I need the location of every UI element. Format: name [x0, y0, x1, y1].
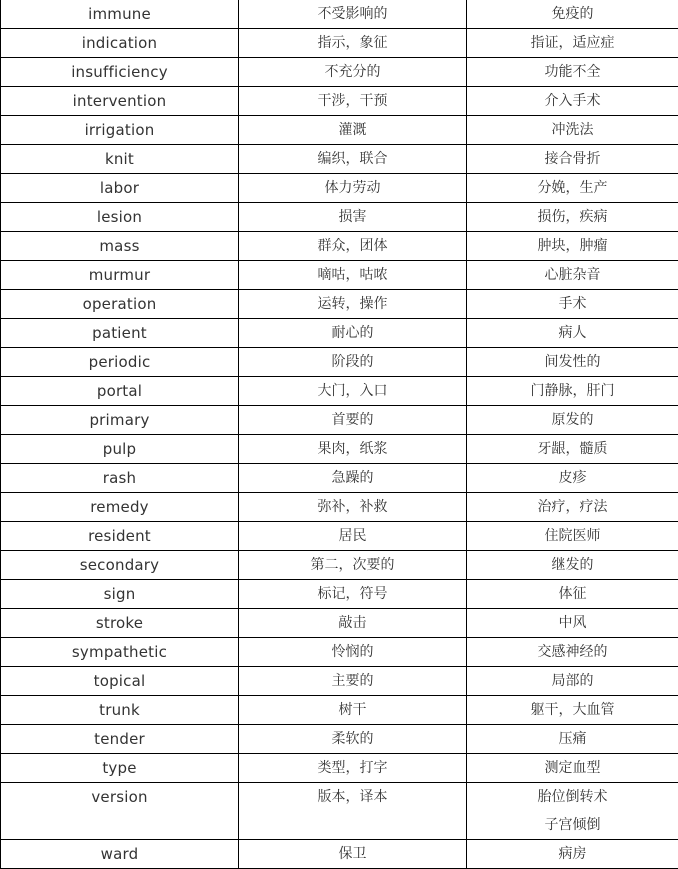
medical-meaning-cell [467, 783, 678, 840]
medical-meaning-cell [467, 493, 678, 522]
medical-meaning-text: 肿块，肿瘤 [467, 232, 678, 260]
english-term-cell: irrigation [1, 116, 239, 145]
medical-meaning-text: 躯干，大血管 [467, 696, 678, 724]
medical-meaning-text: 冲洗法 [467, 116, 678, 144]
medical-meaning-text: 分娩，生产 [467, 174, 678, 202]
table-row [1, 638, 678, 667]
table-row [1, 551, 678, 580]
general-meaning-cell: 指示，象征 [239, 29, 467, 58]
english-term-cell: mass [1, 232, 239, 261]
medical-meaning-cell [467, 29, 678, 58]
medical-meaning-cell [467, 290, 678, 319]
general-meaning-cell: 柔软的 [239, 725, 467, 754]
english-term-cell: patient [1, 319, 239, 348]
medical-meaning-cell [467, 116, 678, 145]
medical-meaning-cell [467, 87, 678, 116]
english-term-cell: version [1, 783, 239, 840]
general-meaning-cell: 标记，符号 [239, 580, 467, 609]
table-row [1, 203, 678, 232]
vocabulary-table-body [1, 0, 678, 869]
medical-meaning-text: 心脏杂音 [467, 261, 678, 289]
table-row [1, 377, 678, 406]
english-term-cell: sympathetic [1, 638, 239, 667]
medical-meaning-text: 介入手术 [467, 87, 678, 115]
general-meaning-cell: 不充分的 [239, 58, 467, 87]
general-meaning-cell: 果肉，纸浆 [239, 435, 467, 464]
english-term-cell: immune [1, 0, 239, 29]
table-row [1, 667, 678, 696]
table-row [1, 58, 678, 87]
medical-meaning-text: 病房 [467, 840, 678, 868]
english-term-cell: periodic [1, 348, 239, 377]
medical-meaning-text: 接合骨折 [467, 145, 678, 173]
english-term-cell: type [1, 754, 239, 783]
general-meaning-cell: 怜悯的 [239, 638, 467, 667]
medical-meaning-text: 指证，适应症 [467, 29, 678, 57]
table-row [1, 840, 678, 869]
medical-meaning-text: 继发的 [467, 551, 678, 579]
table-row [1, 783, 678, 840]
medical-meaning-text: 压痛 [467, 725, 678, 753]
general-meaning-cell: 首要的 [239, 406, 467, 435]
medical-meaning-cell [467, 261, 678, 290]
table-row [1, 522, 678, 551]
english-term-cell: topical [1, 667, 239, 696]
medical-meaning-text: 病人 [467, 319, 678, 347]
medical-meaning-text: 治疗，疗法 [467, 493, 678, 521]
general-meaning-cell: 体力劳动 [239, 174, 467, 203]
medical-meaning-cell [467, 319, 678, 348]
table-row [1, 493, 678, 522]
medical-meaning-text: 体征 [467, 580, 678, 608]
general-meaning-cell: 损害 [239, 203, 467, 232]
table-row [1, 348, 678, 377]
english-term-cell: ward [1, 840, 239, 869]
medical-meaning-text: 牙龈，髓质 [467, 435, 678, 463]
general-meaning-cell: 类型，打字 [239, 754, 467, 783]
general-meaning-cell: 弥补，补救 [239, 493, 467, 522]
english-term-cell: primary [1, 406, 239, 435]
table-row [1, 87, 678, 116]
table-row [1, 116, 678, 145]
medical-meaning-text: 中风 [467, 609, 678, 637]
medical-meaning-cell [467, 464, 678, 493]
medical-meaning-cell [467, 522, 678, 551]
medical-meaning-text: 皮疹 [467, 464, 678, 492]
general-meaning-cell: 嘀咕，咕哝 [239, 261, 467, 290]
medical-meaning-cell [467, 696, 678, 725]
general-meaning-cell: 不受影响的 [239, 0, 467, 29]
medical-meaning-cell [467, 145, 678, 174]
medical-meaning-text: 原发的 [467, 406, 678, 434]
medical-meaning-text: 住院医师 [467, 522, 678, 550]
general-meaning-cell: 耐心的 [239, 319, 467, 348]
medical-meaning-cell [467, 203, 678, 232]
general-meaning-cell: 运转，操作 [239, 290, 467, 319]
medical-meaning-text: 免疫的 [467, 0, 678, 28]
table-row [1, 0, 678, 29]
medical-meaning-text: 胎位倒转术 [467, 783, 678, 811]
general-meaning-cell: 树干 [239, 696, 467, 725]
medical-meaning-text: 手术 [467, 290, 678, 318]
english-term-cell: insufficiency [1, 58, 239, 87]
table-row [1, 261, 678, 290]
general-meaning-cell: 大门，入口 [239, 377, 467, 406]
table-row [1, 435, 678, 464]
english-term-cell: murmur [1, 261, 239, 290]
medical-meaning-text: 交感神经的 [467, 638, 678, 666]
medical-meaning-cell [467, 377, 678, 406]
table-row [1, 754, 678, 783]
general-meaning-cell: 第二，次要的 [239, 551, 467, 580]
medical-meaning-text: 功能不全 [467, 58, 678, 86]
general-meaning-cell: 灌溉 [239, 116, 467, 145]
general-meaning-cell: 急躁的 [239, 464, 467, 493]
english-term-cell: indication [1, 29, 239, 58]
table-row [1, 406, 678, 435]
table-row [1, 580, 678, 609]
medical-meaning-text: 子宫倾倒 [467, 811, 678, 839]
english-term-cell: lesion [1, 203, 239, 232]
medical-meaning-cell [467, 174, 678, 203]
table-row [1, 232, 678, 261]
medical-meaning-cell [467, 725, 678, 754]
english-term-cell: rash [1, 464, 239, 493]
general-meaning-cell: 主要的 [239, 667, 467, 696]
general-meaning-cell: 敲击 [239, 609, 467, 638]
general-meaning-cell: 居民 [239, 522, 467, 551]
table-row [1, 464, 678, 493]
table-row [1, 609, 678, 638]
medical-meaning-cell [467, 551, 678, 580]
general-meaning-cell: 编织，联合 [239, 145, 467, 174]
medical-meaning-cell [467, 58, 678, 87]
medical-meaning-cell [467, 406, 678, 435]
english-term-cell: remedy [1, 493, 239, 522]
general-meaning-cell: 保卫 [239, 840, 467, 869]
medical-meaning-cell [467, 667, 678, 696]
medical-meaning-cell [467, 232, 678, 261]
medical-meaning-cell [467, 0, 678, 29]
medical-meaning-cell [467, 638, 678, 667]
medical-meaning-text: 间发性的 [467, 348, 678, 376]
medical-meaning-text: 局部的 [467, 667, 678, 695]
english-term-cell: pulp [1, 435, 239, 464]
medical-meaning-text: 门静脉，肝门 [467, 377, 678, 405]
medical-meaning-cell [467, 754, 678, 783]
table-row [1, 29, 678, 58]
medical-meaning-cell [467, 435, 678, 464]
table-row [1, 696, 678, 725]
english-term-cell: portal [1, 377, 239, 406]
table-row [1, 145, 678, 174]
english-term-cell: stroke [1, 609, 239, 638]
english-term-cell: intervention [1, 87, 239, 116]
general-meaning-cell: 阶段的 [239, 348, 467, 377]
english-term-cell: sign [1, 580, 239, 609]
english-term-cell: trunk [1, 696, 239, 725]
general-meaning-cell: 版本，译本 [239, 783, 467, 840]
medical-meaning-cell [467, 348, 678, 377]
medical-meaning-text: 测定血型 [467, 754, 678, 782]
medical-meaning-cell [467, 840, 678, 869]
english-term-cell: tender [1, 725, 239, 754]
table-row [1, 725, 678, 754]
medical-meaning-cell [467, 609, 678, 638]
general-meaning-cell: 干涉，干预 [239, 87, 467, 116]
table-row [1, 319, 678, 348]
table-row [1, 290, 678, 319]
table-row [1, 174, 678, 203]
english-term-cell: secondary [1, 551, 239, 580]
medical-meaning-cell [467, 580, 678, 609]
english-term-cell: resident [1, 522, 239, 551]
english-term-cell: knit [1, 145, 239, 174]
english-term-cell: labor [1, 174, 239, 203]
general-meaning-cell: 群众，团体 [239, 232, 467, 261]
medical-meaning-text: 损伤，疾病 [467, 203, 678, 231]
english-term-cell: operation [1, 290, 239, 319]
